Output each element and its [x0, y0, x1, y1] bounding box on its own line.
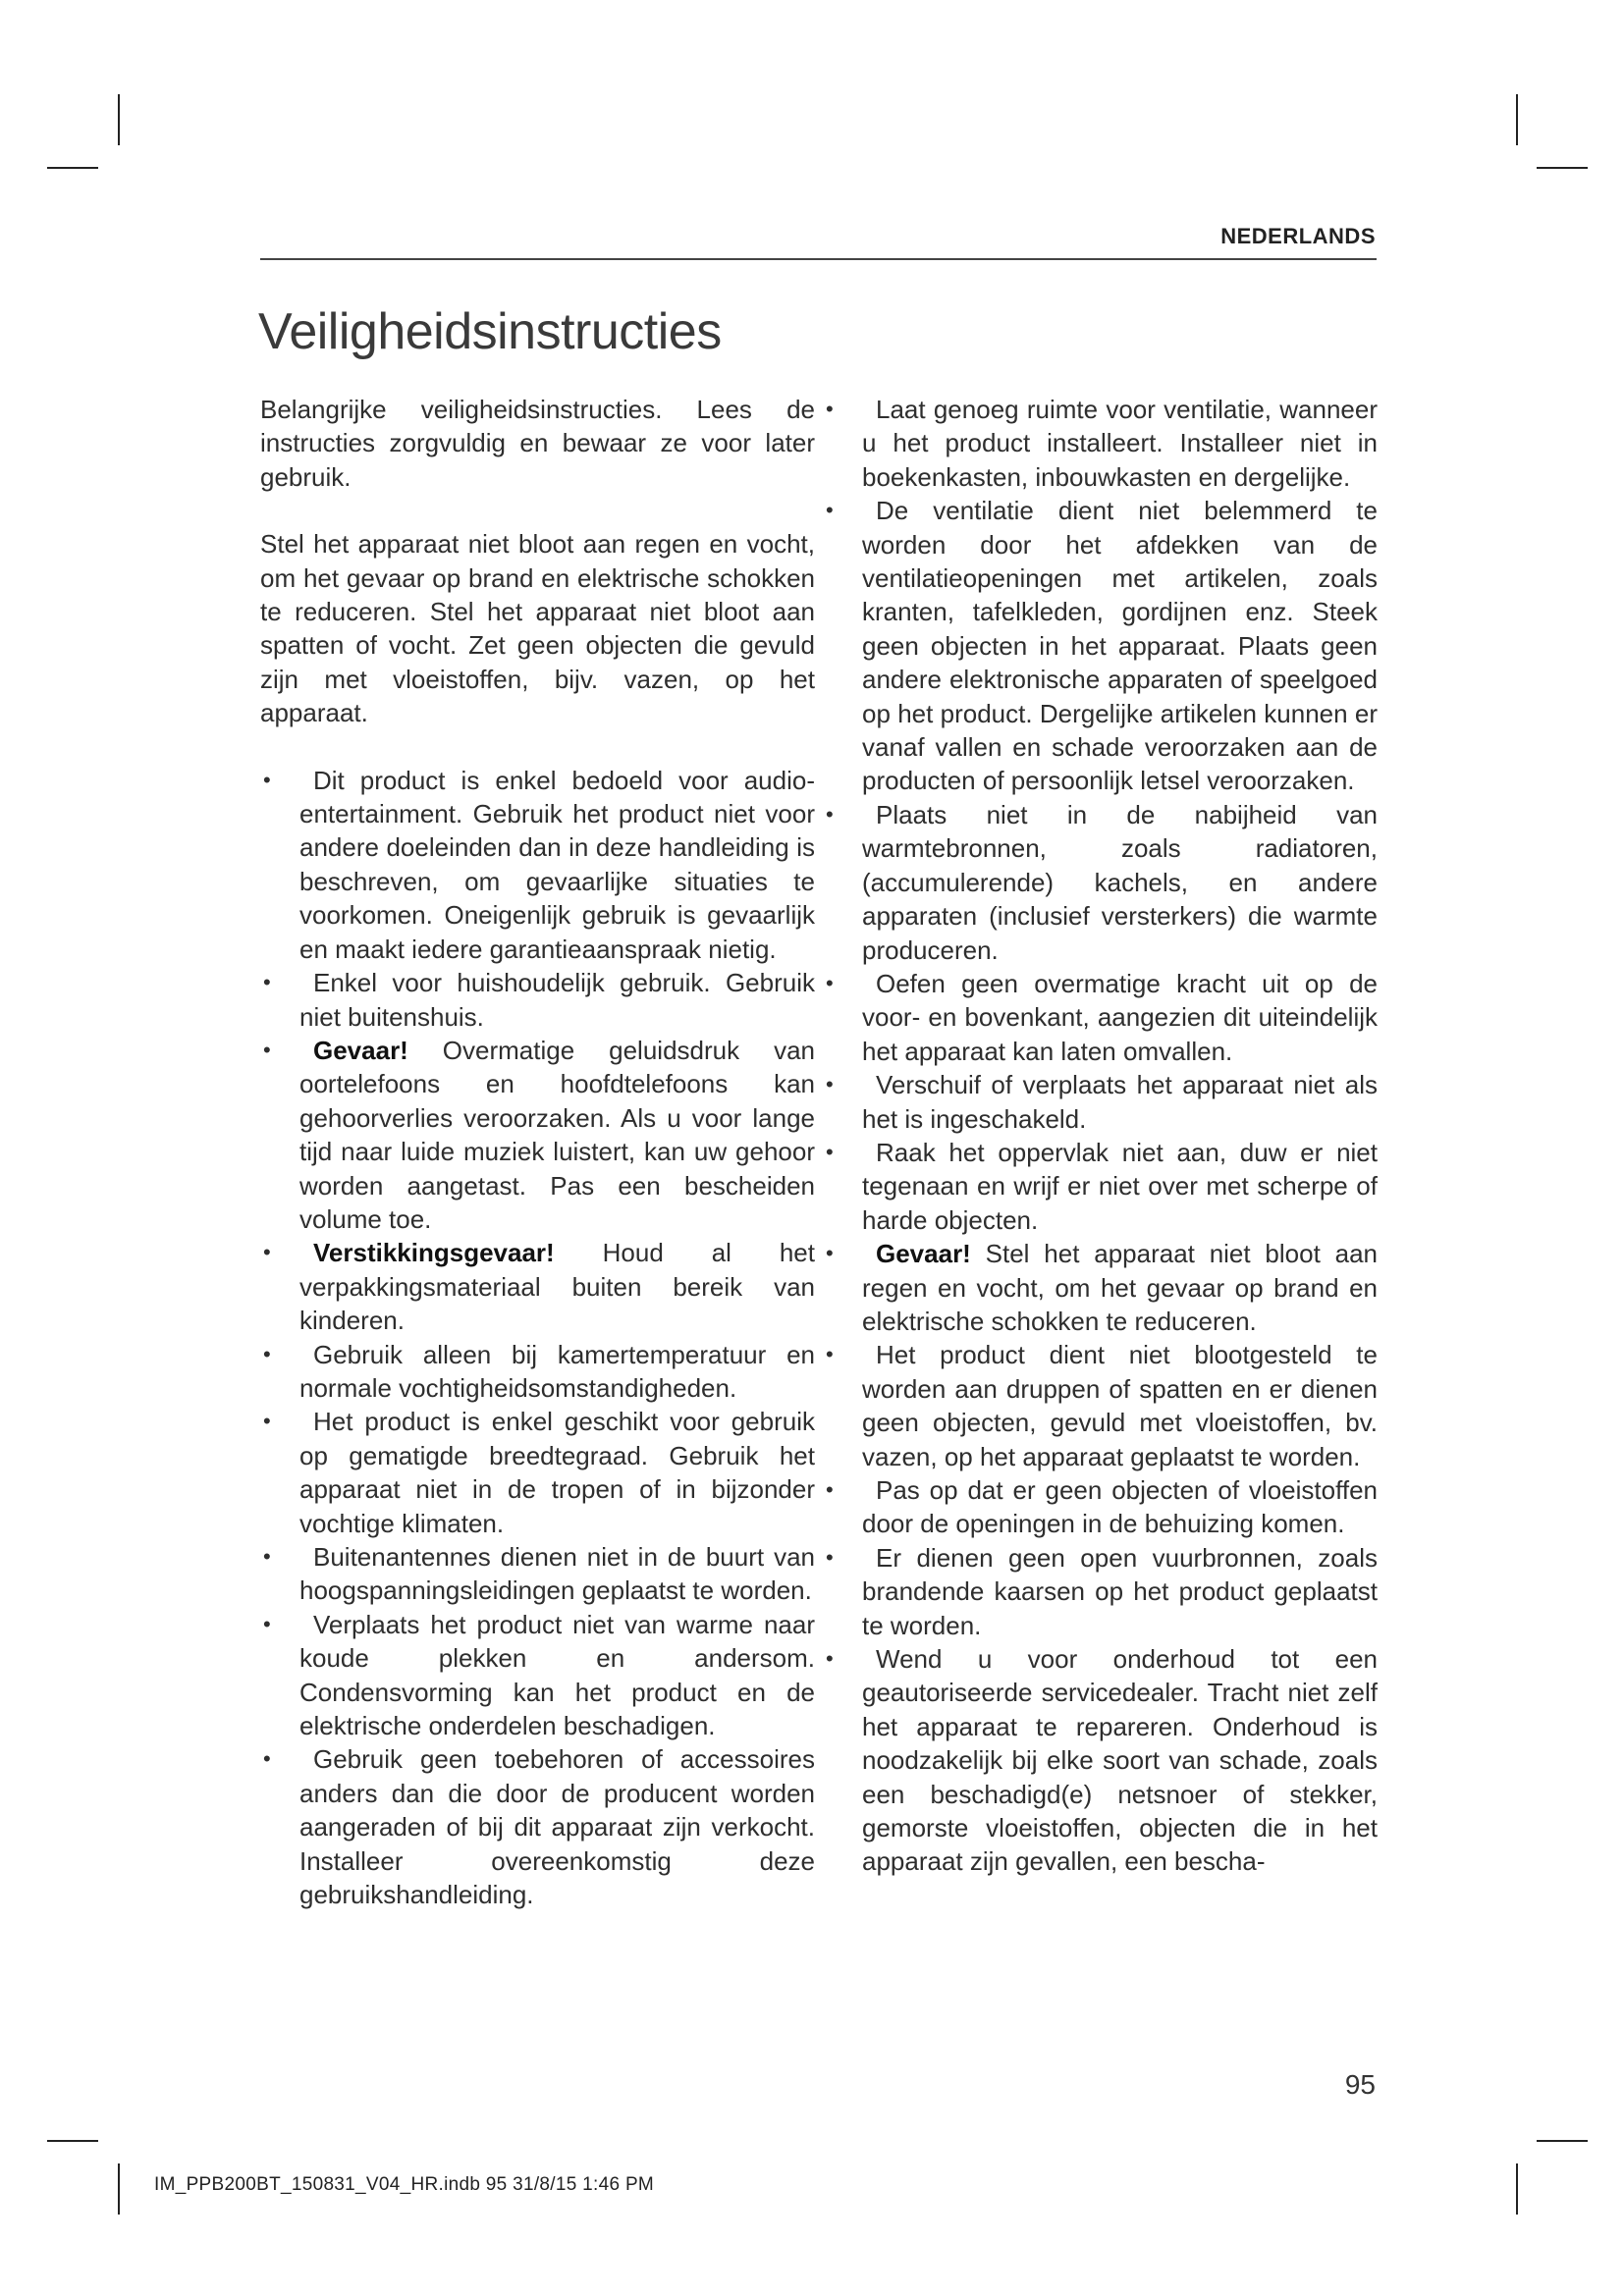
list-item-text: Gebruik geen toebehoren of accessoires anders dan die door de producent worden aangeraden of bij dit apparaat zijn verkocht. Installeer overeenkomstig deze gebruikshandleiding.: [299, 1744, 815, 1910]
list-item-text: Oefen geen overmatige kracht uit op de voor- en bovenkant, aangezien dit uiteindelijk het apparaat kan laten omvallen.: [862, 968, 1378, 1066]
language-header: NEDERLANDS: [1220, 224, 1376, 248]
list-item: [260, 1405, 815, 1540]
warning-label: Verstikkingsgevaar!: [313, 1238, 555, 1268]
bullet-icon: •: [826, 1544, 834, 1570]
list-item-text: Wend u voor onderhoud tot een geautoriseerde servicedealer. Tracht niet zelf het apparaat te repareren. Onderhoud is noodzakelijk bij elke soort van schade, zoals een beschadigd(e) netsnoer of stekker, gemorste vloeistoffen, objecten die in het apparaat zijn gevallen, een bescha-: [862, 1644, 1378, 1877]
bullet-icon: •: [263, 1341, 271, 1366]
list-item-text: Het product is enkel geschikt voor gebruik op gematigde breedtegraad. Gebruik het apparaat niet in de tropen of in bijzonder vochtige klimaten.: [299, 1407, 815, 1538]
right-column: [823, 393, 1378, 1879]
page-title: Veiligheidsinstructies: [258, 303, 722, 360]
bullet-icon: •: [263, 1409, 271, 1434]
crop-mark-top-right-horizontal: [1537, 167, 1588, 169]
bullet-icon: •: [263, 1544, 271, 1569]
warning-paragraph: Stel het apparaat niet bloot aan regen en vocht, om het gevaar op brand en elektrische schokken te reduceren. Stel het apparaat niet bloot aan spatten of vocht. Zet geen objecten die gevuld zijn met vloeistoffen, bijv. vazen, op het apparaat.: [260, 529, 815, 728]
bullet-icon: •: [263, 1037, 271, 1062]
list-item-text: Het product dient niet blootgesteld te worden aan druppen of spatten en er dienen geen objecten, gevuld met vloeistoffen, bv. vazen, op het apparaat geplaatst te worden.: [862, 1340, 1378, 1471]
list-item: [260, 966, 815, 1034]
crop-mark-bottom-right-horizontal: [1537, 2140, 1588, 2142]
bullet-icon: •: [263, 970, 271, 995]
list-item-text: Er dienen geen open vuurbronnen, zoals brandende kaarsen op het product geplaatst te worden.: [862, 1542, 1378, 1640]
bullet-icon: •: [826, 1139, 834, 1164]
bullet-icon: •: [826, 498, 834, 523]
header-rule: [260, 258, 1377, 260]
crop-mark-bottom-left-horizontal: [47, 2140, 98, 2142]
list-item: [823, 1541, 1378, 1642]
crop-mark-top-left-horizontal: [47, 167, 98, 169]
print-slug: IM_PPB200BT_150831_V04_HR.indb 95 31/8/15 1:46 PM: [154, 2174, 655, 2195]
list-item: [260, 1034, 815, 1236]
list-item-text: De ventilatie dient niet belemmerd te worden door het afdekken van de ventilatieopeningen met artikelen, zoals kranten, tafelkleden, gordijnen enz. Steek geen objecten in het apparaat. Plaats geen andere elektronische apparaten of speelgoed op het product. Dergelijke artikelen kunnen er vanaf vallen en schade veroorzaken aan de producten of persoonlijk letsel veroorzaken.: [862, 496, 1378, 796]
list-item: [823, 1642, 1378, 1879]
crop-mark-top-left-vertical: [118, 94, 120, 145]
bullet-icon: •: [826, 970, 834, 995]
list-item: [260, 1236, 815, 1337]
warning-label: Gevaar!: [313, 1035, 408, 1065]
bullet-icon: •: [263, 1240, 271, 1265]
list-item-text: Laat genoeg ruimte voor ventilatie, wanneer u het product installeert. Installeer niet in boekenkasten, inbouwkasten en dergelijke.: [862, 395, 1378, 492]
crop-mark-top-right-vertical: [1516, 94, 1518, 145]
left-bullet-list: [260, 764, 815, 1912]
left-column: [260, 393, 815, 1911]
list-item-text: Houd al het verpakkingsmateriaal buiten bereik van kinderen.: [299, 1238, 815, 1336]
list-item: [823, 1136, 1378, 1237]
list-item: [260, 1608, 815, 1743]
bullet-icon: •: [826, 1646, 834, 1672]
warning-label: Gevaar!: [876, 1239, 971, 1269]
list-item-text: Enkel voor huishoudelijk gebruik. Gebruik niet buitenshuis.: [299, 968, 815, 1032]
list-item-text: Verschuif of verplaats het apparaat niet als het is ingeschakeld.: [862, 1070, 1378, 1134]
list-item: [823, 798, 1378, 967]
bullet-icon: •: [826, 1241, 834, 1266]
list-item-text: Verplaats het product niet van warme naar koude plekken en andersom. Condensvorming kan het product en de elektrische onderdelen beschadigen.: [299, 1609, 815, 1741]
list-item: [823, 494, 1378, 798]
bullet-icon: •: [826, 801, 834, 827]
bullet-icon: •: [826, 397, 834, 421]
list-item-text: Overmatige geluidsdruk van oortelefoons en hoofdtelefoons kan gehoorverlies veroorzaken. Als u voor lange tijd naar luide muziek luistert, kan uw gehoor worden aangetast. Pas een bescheiden volume toe.: [299, 1035, 815, 1234]
intro-paragraph: Belangrijke veiligheidsinstructies. Lees de instructies zorgvuldig en bewaar ze voor later gebruik.: [260, 395, 815, 492]
list-item: [260, 1540, 815, 1608]
list-item: [823, 1068, 1378, 1136]
list-item: [823, 1338, 1378, 1473]
list-item: [823, 967, 1378, 1068]
page-number: 95: [1344, 2069, 1376, 2100]
list-item: [260, 1742, 815, 1911]
list-item-text: Raak het oppervlak niet aan, duw er niet tegenaan en wrijf er niet over met scherpe of harde objecten.: [862, 1137, 1378, 1235]
bullet-icon: •: [826, 1342, 834, 1367]
crop-mark-bottom-right-vertical: [1516, 2163, 1518, 2215]
list-item: [260, 764, 815, 966]
bullet-icon: •: [263, 1611, 271, 1636]
list-item-text: Buitenantennes dienen niet in de buurt van hoogspanningsleidingen geplaatst te worden.: [299, 1542, 815, 1606]
list-item-text: Gebruik alleen bij kamertemperatuur en normale vochtigheidsomstandigheden.: [299, 1339, 815, 1403]
bullet-icon: •: [826, 1477, 834, 1502]
list-item: [823, 393, 1378, 494]
list-item-text: Pas op dat er geen objecten of vloeistoffen door de openingen in de behuizing komen.: [862, 1475, 1378, 1539]
crop-mark-bottom-left-vertical: [118, 2163, 120, 2215]
bullet-icon: •: [263, 1746, 271, 1772]
list-item-text: Dit product is enkel bedoeld voor audio-entertainment. Gebruik het product niet voor andere doeleinden dan in deze handleiding is beschreven, om gevaarlijke situaties te voorkomen. Oneigenlijk gebruik is gevaarlijk en maakt iedere garantieaanspraak nietig.: [299, 765, 815, 964]
list-item: [823, 1473, 1378, 1541]
bullet-icon: •: [826, 1072, 834, 1097]
list-item-text: Plaats niet in de nabijheid van warmtebronnen, zoals radiatoren, (accumulerende) kachels, en andere apparaten (inclusief versterkers) die warmte produceren.: [862, 799, 1378, 965]
list-item-text: Stel het apparaat niet bloot aan regen en vocht, om het gevaar op brand en elektrische schokken te reduceren.: [862, 1239, 1378, 1336]
list-item: [823, 1237, 1378, 1338]
list-item: [260, 1338, 815, 1406]
right-bullet-list: [823, 393, 1378, 1879]
bullet-icon: •: [263, 767, 271, 792]
